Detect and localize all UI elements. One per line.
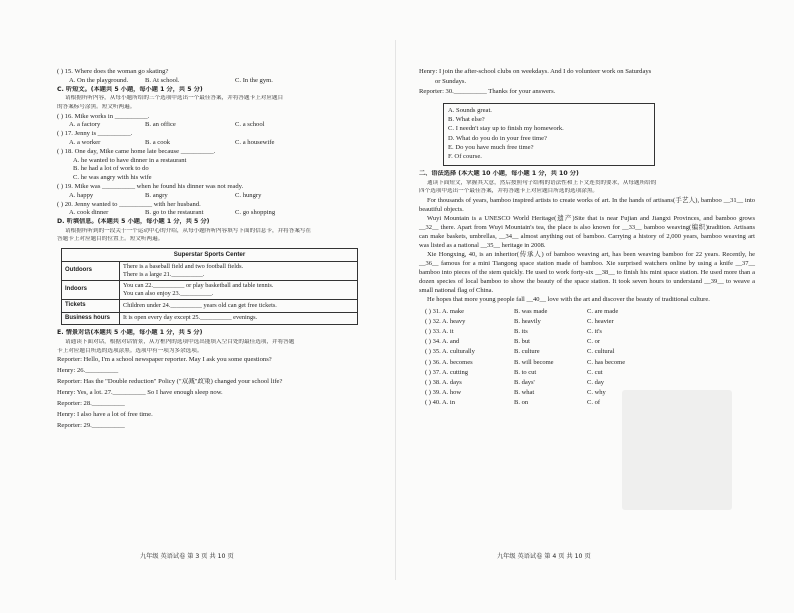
table-row — [62, 300, 358, 313]
option: C. hungry — [235, 191, 262, 199]
choice-c: C. why — [587, 389, 606, 397]
option: B. At school. — [145, 76, 180, 84]
choice-b: B. days' — [514, 379, 535, 387]
choice-b: B. heavily — [514, 317, 541, 325]
choice-b: B. what — [514, 389, 535, 397]
passage-paragraph: Xie Hongxing, 40, is an inheritor(传承人) of bamboo weaving art, has been weaving bamboo for 22 years. Recently, he __36__ famous for a mini Tiangong space station made of bamboo. Xie surprised watchers online by using a knife __37__ bamboo into pieces of the stem quickly. He used to work forty-six __38__ to finish his mini space station. He used more than a dozen species of local bamboo to show the beauty of the space station. It took seven hours to understand __39__ to weave a small national flag of China. — [419, 250, 755, 294]
choice-b: B. to cut — [514, 368, 537, 376]
dialog-line: or Sundays. — [435, 78, 467, 85]
box-option: D. What do you do in your free time? — [448, 134, 547, 142]
section-c-title: C. 听短文。(本题共 5 小题，每小题 1 分，共 5 分) — [57, 85, 203, 93]
table-row — [62, 261, 358, 280]
dialog-options-box — [443, 103, 655, 166]
choice-a: ( ) 39. A. how — [425, 389, 462, 397]
info-card-table — [61, 248, 358, 325]
section-c-instructions: 请根据所听内容，从每小题所给的三个选项中选出一个最佳答案，并将答题卡上对应题目 — [65, 94, 284, 101]
row-content: It is open every day except 25.__________ evenings. — [120, 312, 358, 325]
choice-row — [419, 399, 755, 409]
row-label: Business hours — [62, 312, 120, 325]
table-row — [62, 280, 358, 299]
section-d-instructions: 请根据所听到的一段关于一个运动中心的介绍，从每小题所听内容填写下面的信息卡，并将答案写在 — [65, 227, 312, 234]
choice-b: B. its — [514, 328, 528, 336]
choice-c: C. it's — [587, 328, 602, 336]
option: A. a factory — [69, 121, 101, 129]
row-line: You can also enjoy 23.__________. — [123, 290, 214, 298]
choice-row — [419, 369, 755, 379]
choice-a: ( ) 32. A. heavy — [425, 317, 466, 325]
passage-paragraph: He hopes that more young people fall __40__ love with the art and discover the beauty of traditional culture. — [427, 295, 710, 303]
row-content — [120, 261, 358, 280]
choice-b: B. was made — [514, 307, 548, 315]
page-footer-right: 九年级 英语试卷 第 4 页 共 10 页 — [497, 553, 591, 560]
choice-b: B. will become — [514, 358, 554, 366]
choice-c: C. are made — [587, 307, 619, 315]
question-15-options — [57, 77, 393, 86]
choice-a: ( ) 37. A. cutting — [425, 368, 468, 376]
choice-row — [419, 328, 755, 338]
passage-paragraph: Wuyi Mountain is a UNESCO World Heritage(遗产)Site that is near Fujian and Jiangxi Provinces, and bamboo grows __32__ there. Apart from Wuyi Mountain's tea, the place is also known for __33__ bamboo weaving(编织)tradition. Artisans can make baskets, umbrellas, __34__ almost anything out of bamboo. Carrying a history of 2,000 years, bamboo weaving art was listed as a national __35__ heritage in 2008. — [419, 215, 755, 249]
choice-a: ( ) 31. A. make — [425, 307, 464, 315]
box-option: B. What else? — [448, 116, 485, 124]
section-e-title: E. 情景对话(本题共 5 小题，每小题 1 分，共 5 分) — [57, 329, 203, 337]
row-content: Children under 24.__________ years old can get free tickets. — [120, 300, 358, 313]
dialog-line: Reporter: Has the "Double reduction" Policy ("双减"政策) changed your school life? — [57, 378, 283, 386]
box-option: F. Of course. — [448, 152, 482, 160]
option: A. cook dinner — [69, 209, 109, 217]
question-20: ( ) 20. Jenny wanted to __________ with her husband. — [57, 200, 201, 208]
choice-c: C. cultural — [587, 348, 615, 356]
question-16-options — [57, 121, 393, 130]
right-page — [419, 68, 755, 410]
section-d-instructions: 答题卡上对应题目的位置上。短文听两遍。 — [57, 236, 164, 243]
choice-a: ( ) 36. A. becomes — [425, 358, 473, 366]
choice-a: ( ) 33. A. it — [425, 328, 454, 336]
question-15: ( ) 15. Where does the woman go skating? — [57, 68, 169, 75]
box-option: E. Do you have much free time? — [448, 143, 534, 151]
question-16: ( ) 16. Mike works in __________. — [57, 112, 150, 120]
choice-c: C. day — [587, 379, 604, 387]
page-footer-left: 九年级 英语试卷 第 3 页 共 10 页 — [140, 553, 234, 560]
choice-row — [419, 359, 755, 369]
dialog-line: Reporter: 28.__________ — [57, 400, 125, 408]
dialog-line: Henry: Yes, a lot. 27.__________ So I have enough sleep now. — [57, 389, 223, 397]
choice-a: ( ) 38. A. days — [425, 379, 462, 387]
passage-paragraph: For thousands of years, bamboo inspired artists to create works of art. In the hands of artisans(手艺人), bamboo __31__ into beautiful objects. — [419, 197, 755, 214]
choice-row — [419, 389, 755, 399]
table-title: Superstar Sports Center — [62, 249, 358, 262]
box-option: A. Sounds great. — [448, 107, 492, 114]
box-option: C. I needn't stay up to finish my homework. — [448, 125, 564, 133]
dialog-line: Reporter: Hello, I'm a school newspaper reporter. May I ask you some questions? — [57, 356, 272, 364]
row-line: There is a large 21.__________. — [123, 270, 205, 278]
row-line: There is a baseball field and two football fields. — [123, 262, 244, 270]
dialog-line: Henry: 26.__________ — [57, 367, 119, 375]
left-page — [57, 68, 393, 433]
choice-b: B. but — [514, 338, 530, 346]
row-label: Tickets — [62, 300, 120, 313]
option: C. a school — [235, 121, 265, 129]
choice-c: C. cut — [587, 368, 603, 376]
question-19: ( ) 19. Mike was __________ when he found his dinner was not ready. — [57, 182, 244, 190]
section-c-instructions: 的答案标号涂黑。短文听两遍。 — [57, 103, 136, 110]
question-17: ( ) 17. Jenny is __________. — [57, 130, 133, 138]
choice-row — [419, 338, 755, 348]
section-2-title: 二、语法选择 (本大题 10 小题，每小题 1 分，共 10 分) — [419, 170, 579, 178]
choice-row — [419, 348, 755, 358]
option: A. happy — [69, 191, 94, 199]
choice-row — [419, 308, 755, 318]
option: B. angry — [145, 191, 168, 199]
choice-c: C. or — [587, 338, 600, 346]
row-line: You can 22.__________ or play basketball and table tennis. — [123, 281, 274, 289]
option: B. go to the restaurant — [145, 209, 204, 217]
section-d-title: D. 听填信息。(本题共 5 小题，每小题 1 分，共 5 分) — [57, 218, 210, 226]
question-18: ( ) 18. One day, Mike came home late because __________. — [57, 147, 216, 155]
option: A. On the playground. — [69, 76, 129, 84]
question-20-options — [57, 209, 393, 218]
section-2-instructions: 四个选项中选出一个最佳答案，并将答题卡上对应题目所选的选项涂黑。 — [419, 188, 599, 195]
choice-a: ( ) 35. A. culturally — [425, 348, 475, 356]
choice-c: C. heavier — [587, 317, 614, 325]
dialog-line: Reporter: 30.__________ Thanks for your answers. — [419, 88, 556, 95]
choice-row — [419, 318, 755, 328]
option: B. a cook — [145, 138, 171, 146]
option: B. he had a lot of work to do — [73, 165, 149, 173]
option: A. a worker — [69, 138, 101, 146]
choice-c: C. has become — [587, 358, 626, 366]
page-fold — [395, 40, 396, 580]
table-row — [62, 312, 358, 325]
section-2-instructions: 通读下面短文，掌握其大意，然后按照句子结构的语法性和上下文连贯的要求，从每题所给的 — [427, 179, 657, 186]
choice-c: C. of — [587, 399, 600, 407]
question-19-options — [57, 192, 393, 201]
choice-b: B. culture — [514, 348, 540, 356]
section-e-instructions: 卡上对应题目所选的选项涂黑。选项中有一项为多余选项。 — [57, 347, 203, 354]
section-e-instructions: 请通读下面对话，根据对话情景，从方框内的选项中选出能填入空白处的最佳选项，并将答题 — [65, 338, 295, 345]
row-label: Indoors — [62, 280, 120, 299]
dialog-line: Henry: I join the after-school clubs on weekdays. And I do volunteer work on Saturdays — [419, 68, 652, 75]
option: B. an office — [145, 121, 176, 129]
option: C. In the gym. — [235, 76, 273, 84]
choice-list — [419, 308, 755, 410]
row-content — [120, 280, 358, 299]
choice-b: B. on — [514, 399, 529, 407]
option: A. he wanted to have dinner in a restaurant — [73, 156, 187, 164]
question-17-options — [57, 139, 393, 148]
option: C. go shopping — [235, 209, 276, 217]
option: C. he was angry with his wife — [73, 174, 152, 182]
choice-a: ( ) 34. A. and — [425, 338, 460, 346]
dialog-line: Henry: I also have a lot of free time. — [57, 411, 153, 419]
row-label: Outdoors — [62, 261, 120, 280]
choice-row — [419, 379, 755, 389]
dialog-line: Reporter: 29.__________ — [57, 422, 125, 430]
option: C. a housewife — [235, 138, 275, 146]
choice-a: ( ) 40. A. in — [425, 399, 455, 407]
